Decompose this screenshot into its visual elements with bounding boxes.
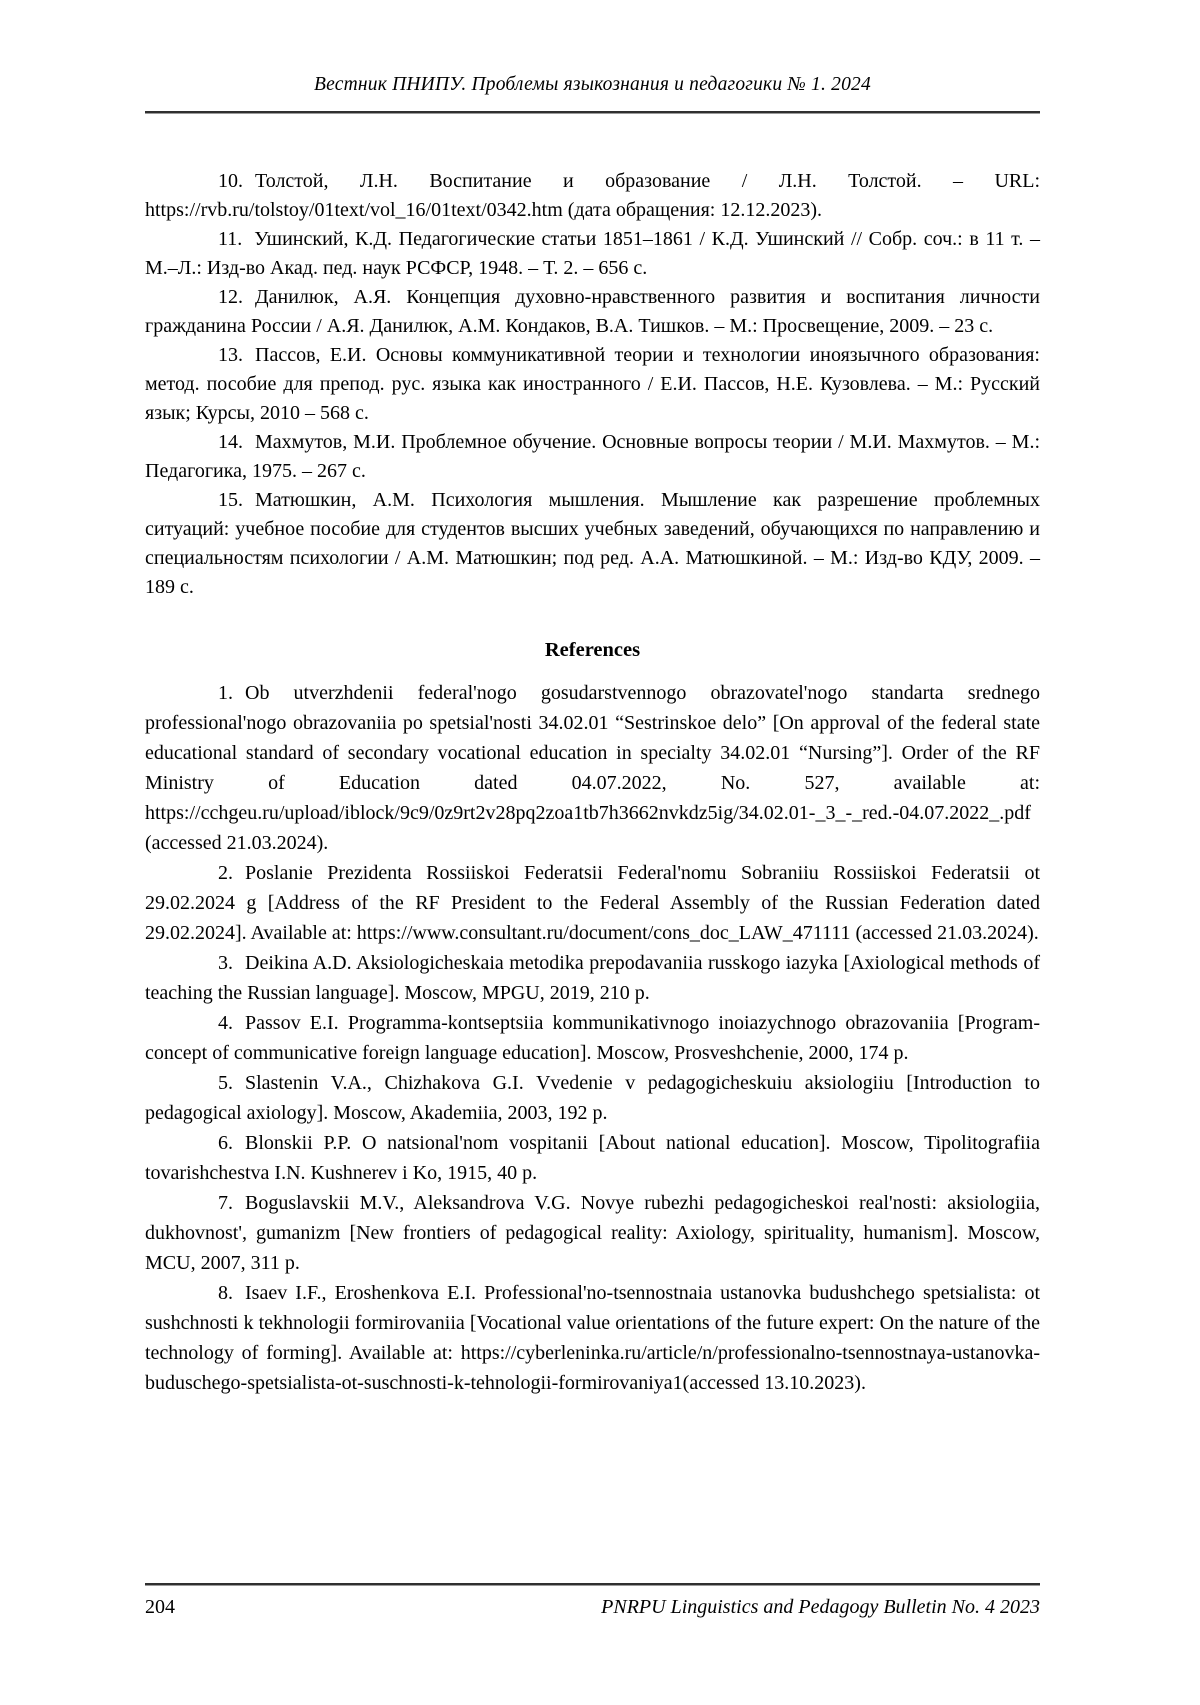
reference-number: 4.: [218, 1012, 233, 1034]
reference-item-ru: [145, 283, 1040, 341]
reference-text: Пассов, Е.И. Основы коммуникативной теории и технологии иноязычного образования: метод. пособие для препод. рус. языка как иностранного / Е.И. Пассов, Н.Е. Кузовлева. – М.: Русский язык; Курсы, 2010 – 568 с.: [145, 344, 1040, 424]
reference-number: 2.: [218, 862, 233, 884]
reference-item-en: [145, 858, 1040, 948]
reference-number: 15.: [218, 489, 243, 511]
reference-number: 5.: [218, 1072, 233, 1094]
reference-text: Deikina A.D. Aksiologicheskaia metodika prepodavaniia russkogo iazyka [Axiological methods of teaching the Russian language]. Moscow, MPGU, 2019, 210 p.: [145, 952, 1040, 1004]
page-content: [145, 0, 1040, 1398]
reference-text: Passov E.I. Programma-kontseptsiia kommunikativnogo inoiazychnogo obrazovaniia [Program-concept of communicative foreign language education]. Moscow, Prosveshchenie, 2000, 174 p.: [145, 1012, 1040, 1064]
reference-item-en: [145, 1278, 1040, 1398]
reference-item-en: [145, 1128, 1040, 1188]
reference-text: Данилюк, А.Я. Концепция духовно-нравственного развития и воспитания личности гражданина России / А.Я. Данилюк, А.М. Кондаков, В.А. Тишков. – М.: Просвещение, 2009. – 23 с.: [145, 286, 1040, 337]
reference-text: Poslanie Prezidenta Rossiiskoi Federatsii Federal'nomu Sobraniiu Rossiiskoi Federatsii ot 29.02.2024 g [Address of the RF President to the Federal Assembly of the Russian Federation dated 29.02.2024]. Available at: https://www.consultant.ru/document/cons_doc_LAW_471111 (accessed 21.03.2024).: [145, 862, 1040, 944]
reference-item-ru: [145, 225, 1040, 283]
running-head-title: Вестник ПНИПУ. Проблемы языкознания и педагогики № 1. 2024: [314, 74, 871, 95]
reference-number: 7.: [218, 1192, 233, 1214]
reference-number: 14.: [218, 431, 243, 453]
reference-text: Isaev I.F., Eroshenkova E.I. Professional'no-tsennostnaia ustanovka budushchego spetsialista: ot sushchnosti k tekhnologii formirovaniia [Vocational value orientations of the future expert: On the nature of the technology of forming]. Available at: https://cyberleninka.ru/article/n/professionalno-tsennostnaya-ustanovka-buduschego-spetsialista-ot-suschnosti-k-tehnologii-formirovaniya1(accessed 13.10.2023).: [145, 1282, 1040, 1394]
references-ru-section: [145, 167, 1040, 602]
header-rule: [145, 111, 1040, 114]
reference-text: Blonskii P.P. O natsional'nom vospitanii [About national education]. Moscow, Tipolitografiia tovarishchestva I.N. Kushnerev i Ko, 1915, 40 p.: [145, 1132, 1040, 1184]
reference-item-ru: [145, 341, 1040, 428]
reference-item-en: [145, 948, 1040, 1008]
reference-item-en: [145, 1008, 1040, 1068]
reference-text: Ушинский, К.Д. Педагогические статьи 1851–1861 / К.Д. Ушинский // Собр. соч.: в 11 т. – М.–Л.: Изд-во Акад. пед. наук РСФСР, 1948. – Т. 2. – 656 с.: [145, 228, 1040, 279]
reference-number: 1.: [218, 682, 233, 704]
reference-text: Slastenin V.A., Chizhakova G.I. Vvedenie v pedagogicheskuiu aksiologiiu [Introduction to pedagogical axiology]. Moscow, Akademiia, 2003, 192 p.: [145, 1072, 1040, 1124]
journal-title-en: PNRPU Linguistics and Pedagogy Bulletin No. 4 2023: [601, 1596, 1040, 1618]
reference-item-en: [145, 1068, 1040, 1128]
reference-number: 3.: [218, 952, 233, 974]
reference-number: 8.: [218, 1282, 233, 1304]
reference-number: 13.: [218, 344, 243, 366]
reference-item-en: [145, 1188, 1040, 1278]
reference-text: Махмутов, М.И. Проблемное обучение. Основные вопросы теории / М.И. Махмутов. – М.: Педагогика, 1975. – 267 с.: [145, 431, 1040, 482]
reference-item-ru: [145, 167, 1040, 225]
reference-number: 12.: [218, 286, 243, 308]
reference-item-en: [145, 678, 1040, 858]
reference-text: Boguslavskii M.V., Aleksandrova V.G. Novye rubezhi pedagogicheskoi real'nosti: aksiologiia, dukhovnost', gumanizm [New frontiers of pedagogical reality: Axiology, spirituality, humanism]. Moscow, MCU, 2007, 311 p.: [145, 1192, 1040, 1274]
page-number: 204: [145, 1596, 175, 1618]
page-footer: [145, 1583, 1040, 1620]
footer-rule: [145, 1583, 1040, 1586]
reference-number: 11.: [218, 228, 243, 250]
footer-row: [145, 1594, 1040, 1620]
reference-text: Ob utverzhdenii federal'nogo gosudarstvennogo obrazovatel'nogo standarta srednego professional'nogo obrazovaniia po spetsial'nosti 34.02.01 “Sestrinskoe delo” [On approval of the federal state educational standard of secondary vocational education in specialty 34.02.01 “Nursing”]. Order of the RF Ministry of Education dated 04.07.2022, No. 527, available at: https://cchgeu.ru/upload/iblock/9c9/0z9rt2v28pq2zoa1tb7h3662nvkdz5ig/34.02.01-_3_-_red.-04.07.2022_.pdf (accessed 21.03.2024).: [145, 682, 1040, 854]
references-heading: References: [544, 639, 641, 661]
references-en-section: [145, 678, 1040, 1398]
reference-text: Толстой, Л.Н. Воспитание и образование / Л.Н. Толстой. – URL: https://rvb.ru/tolstoy/01text/vol_16/01text/0342.htm (дата обращения: 12.12.2023).: [145, 170, 1040, 221]
reference-text: Матюшкин, А.М. Психология мышления. Мышление как разрешение проблемных ситуаций: учебное пособие для студентов высших учебных заведений, обучающихся по направлению и специальностям психологии / А.М. Матюшкин; под ред. А.А. Матюшкиной. – М.: Изд-во КДУ, 2009. – 189 с.: [145, 489, 1040, 598]
reference-item-ru: [145, 486, 1040, 602]
reference-number: 10.: [218, 170, 243, 192]
reference-number: 6.: [218, 1132, 233, 1154]
reference-item-ru: [145, 428, 1040, 486]
